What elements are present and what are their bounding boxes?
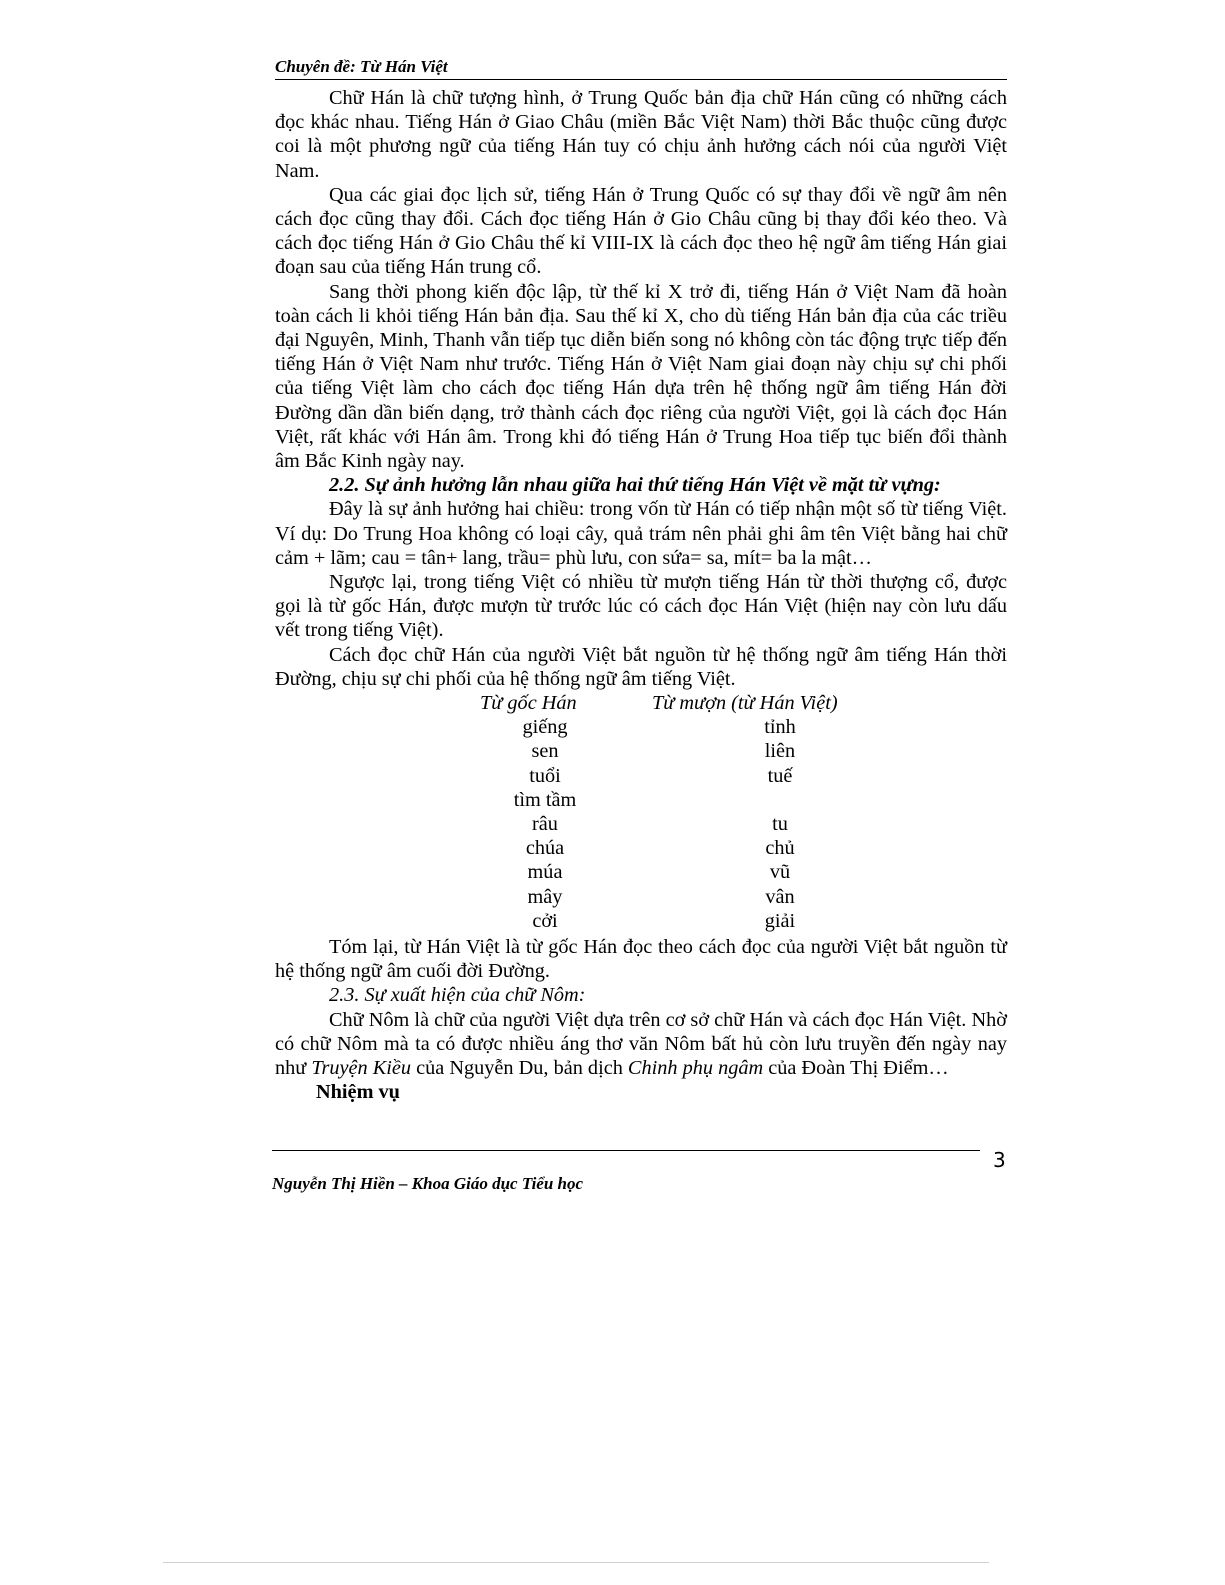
paragraph-nom-script [275,1008,1007,1081]
nom-text-c: của Đoàn Thị Điểm… [763,1057,949,1080]
vocab-cell-goc-han: mây [527,885,563,908]
vocab-cell-han-viet: chủ [765,837,795,860]
vocab-cell-goc-han: sen [531,740,559,763]
vocab-cell-goc-han: tìm tầm [513,788,577,811]
paragraph-history: Qua các giai đọc lịch sử, tiếng Hán ở Trung Quốc có sự thay đổi về ngữ âm nên cách đọc cũng thay đổi. Cách đọc tiếng Hán ở Gio Châu cũng bị thay đổi kéo theo. Và cách đọc tiếng Hán ở Gio Châu thế kỉ VIII-IX là cách đọc theo hệ ngữ âm tiếng Hán giai đoạn sau của tiếng Hán trung cổ. [275,183,1007,279]
footer-author: Nguyễn Thị Hiền – Khoa Giáo dục Tiểu học [272,1174,584,1193]
paragraph-reading: Cách đọc chữ Hán của người Việt bắt nguồn từ hệ thống ngữ âm tiếng Hán thời Đường, chịu sự chi phối của hệ thống ngữ âm tiếng Việt. [275,643,1007,690]
header-title: Chuyên đề: Từ Hán Việt [275,57,448,76]
vocab-cell-han-viet: liên [764,740,796,763]
vocab-cell-goc-han: cởi [532,909,558,932]
vocab-col-header-goc-han: Từ gốc Hán [480,692,577,715]
vocab-cell-goc-han: múa [527,861,563,884]
vocab-cell-goc-han: chúa [525,837,565,860]
paragraph-independence: Sang thời phong kiến độc lập, từ thế kỉ X trở đi, tiếng Hán ở Việt Nam đã hoàn toàn cách li khỏi tiếng Hán bản địa. Sau thế kỉ X, cho dù tiếng Hán bản địa của các triều đại Nguyên, Minh, Thanh vẫn tiếp tục diễn biến song nó không còn tác động trực tiếp đến tiếng Hán ở Việt Nam như trước. Tiếng Hán ở Việt Nam giai đoạn này chịu sự chi phối của tiếng Việt làm cho cách đọc tiếng Hán dựa trên hệ thống ngữ âm tiếng Hán đời Đường dần dần biến dạng, trở thành cách đọc riêng của người Việt, gọi là cách đọc Hán Việt, rất khác với Hán âm. Trong khi đó tiếng Hán ở Trung Hoa tiếp tục biến đổi thành âm Bắc Kinh ngày nay. [275,280,1007,473]
footer-rule [272,1150,980,1151]
task-heading: Nhiệm vụ [316,1081,400,1104]
vocab-cell-goc-han: tuổi [529,764,561,787]
page-number: 3 [993,1148,1006,1172]
vocab-cell-han-viet: tuế [767,764,793,787]
paragraph-mutual-influence: Đây là sự ảnh hưởng hai chiều: trong vốn từ Hán có tiếp nhận một số từ tiếng Việt. Ví dụ: Do Trung Hoa không có loại cây, quả trám nên phải ghi âm tên Việt bằng hai chữ cảm + lãm; cau = tân+ lang, trầu= phù lưu, con sứa= sa, mít= ba la mật… [275,498,1007,569]
document-body [275,86,1007,1105]
work-title-truyen-kieu: Truyện Kiều [311,1057,412,1080]
vocab-cell-han-viet: vũ [769,861,791,884]
vocab-table [275,691,1007,935]
section-heading-2-3: 2.3. Sự xuất hiện của chữ Nôm: [329,984,586,1007]
paragraph-loanwords: Ngược lại, trong tiếng Việt có nhiều từ mượn tiếng Hán từ thời thượng cổ, được gọi là từ gốc Hán, được mượn từ trước lúc có cách đọc Hán Việt (hiện nay còn lưu dấu vết trong tiếng Việt). [275,571,1007,642]
page-divider [163,1562,989,1563]
vocab-col-header-han-viet: Từ mượn (từ Hán Việt) [652,692,838,715]
vocab-cell-han-viet: tỉnh [764,716,796,739]
paragraph-han-script: Chữ Hán là chữ tượng hình, ở Trung Quốc bản địa chữ Hán cũng có những cách đọc khác nhau. Tiếng Hán ở Giao Châu (miền Bắc Việt Nam) thời Bắc thuộc cũng được coi là một phương ngữ của tiếng Hán tuy có chịu ảnh hưởng cách nói của người Việt Nam. [275,87,1007,182]
section-heading-2-2: 2.2. Sự ảnh hưởng lẫn nhau giữa hai thứ tiếng Hán Việt về mặt từ vựng: [329,474,941,497]
paragraph-summary: Tóm lại, từ Hán Việt là từ gốc Hán đọc theo cách đọc của người Việt bắt nguồn từ hệ thống ngữ âm cuối đời Đường. [275,936,1007,983]
vocab-cell-han-viet: tu [772,813,788,836]
page-header [275,56,1007,80]
nom-text-a: Chữ Nôm là chữ của người Việt dựa trên cơ sở chữ Hán và cách đọc Hán Việt. Nhờ có chữ Nôm mà ta có được nhiều áng thơ văn Nôm bất hủ còn lưu truyền đến ngày nay như [275,1008,1007,1080]
vocab-cell-goc-han: giếng [522,716,568,739]
work-title-chinh-phu-ngam: Chinh phụ ngâm [627,1057,764,1080]
nom-text-b: của Nguyễn Du, bản dịch [411,1057,628,1080]
vocab-cell-han-viet: vân [765,885,795,908]
vocab-cell-han-viet: giải [764,909,796,932]
vocab-cell-goc-han: râu [532,813,558,836]
